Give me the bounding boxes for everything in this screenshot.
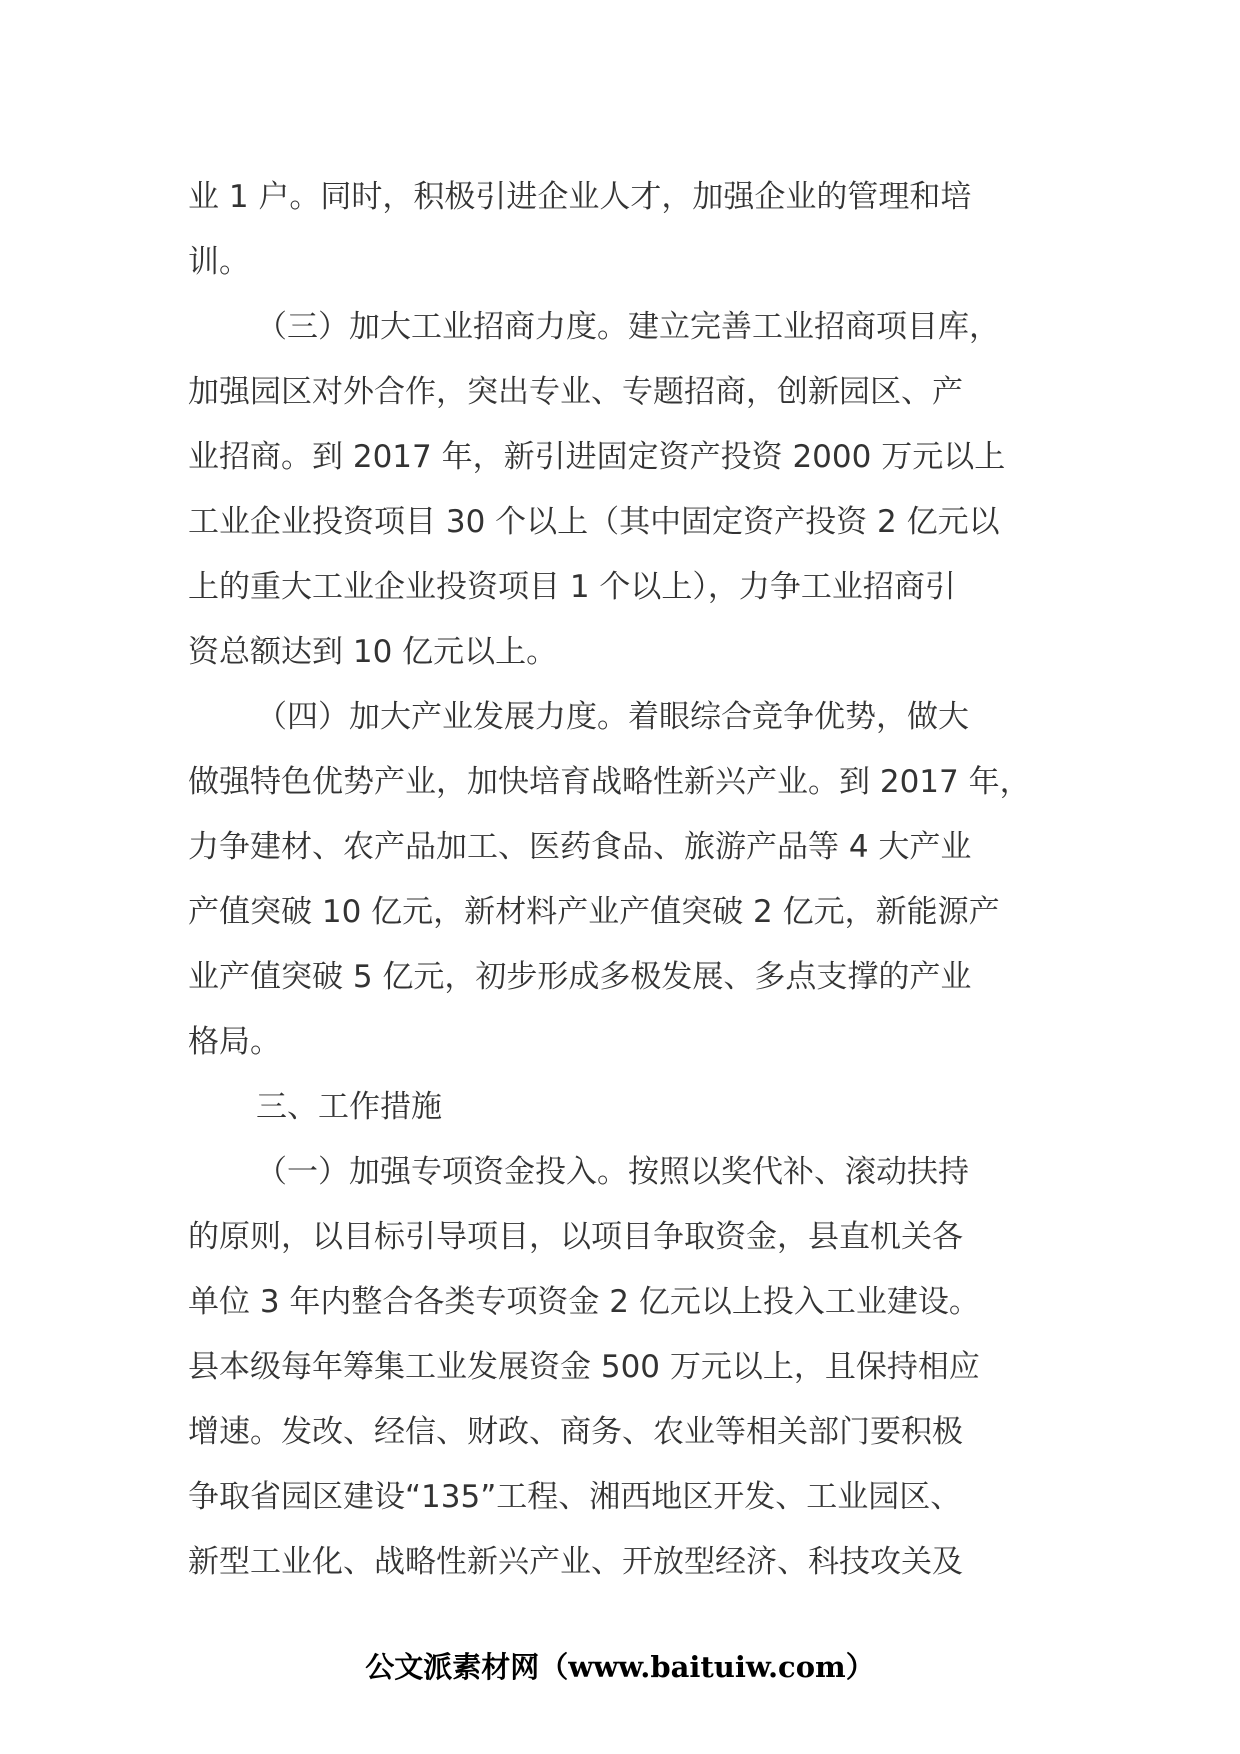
section-heading: 三、工作措施 (256, 1089, 442, 1125)
text-line: 业 1 户。同时，积极引进企业人才，加强企业的管理和培 (188, 179, 972, 215)
text-line: 争取省园区建设“135”工程、湘西地区开发、工业园区、 (188, 1479, 962, 1515)
text-line: 工业企业投资项目 30 个以上（其中固定资产投资 2 亿元以 (188, 504, 1000, 540)
text-line: 上的重大工业企业投资项目 1 个以上），力争工业招商引 (188, 569, 956, 605)
text-line: 业产值突破 5 亿元，初步形成多极发展、多点支撑的产业 (188, 959, 972, 995)
text-line: 单位 3 年内整合各类专项资金 2 亿元以上投入工业建设。 (188, 1284, 980, 1320)
text-line: 的原则，以目标引导项目，以项目争取资金，县直机关各 (188, 1219, 963, 1255)
text-line: 增速。发改、经信、财政、商务、农业等相关部门要积极 (188, 1414, 963, 1450)
text-line: 加强园区对外合作，突出专业、专题招商，创新园区、产 (188, 374, 963, 410)
text-line: 新型工业化、战略性新兴产业、开放型经济、科技攻关及 (188, 1544, 963, 1580)
text-line: 资总额达到 10 亿元以上。 (188, 634, 558, 670)
paragraph-start-line: （三）加大工业招商力度。建立完善工业招商项目库， (256, 309, 1000, 345)
footer-watermark: 公文派素材网（www.baituiw.com） (365, 1650, 875, 1684)
text-line: 县本级每年筹集工业发展资金 500 万元以上，且保持相应 (188, 1349, 980, 1385)
text-line: 格局。 (188, 1024, 281, 1060)
text-line: 业招商。到 2017 年，新引进固定资产投资 2000 万元以上 (188, 439, 1006, 475)
text-line: 力争建材、农产品加工、医药食品、旅游产品等 4 大产业 (188, 829, 972, 865)
paragraph-start-line: （一）加强专项资金投入。按照以奖代补、滚动扶持 (256, 1154, 969, 1190)
paragraph-start-line: （四）加大产业发展力度。着眼综合竞争优势，做大 (256, 699, 969, 735)
text-line: 训。 (188, 244, 250, 280)
text-line: 做强特色优势产业，加快培育战略性新兴产业。到 2017 年， (188, 764, 1031, 800)
text-line: 产值突破 10 亿元，新材料产业产值突破 2 亿元，新能源产 (188, 894, 1000, 930)
